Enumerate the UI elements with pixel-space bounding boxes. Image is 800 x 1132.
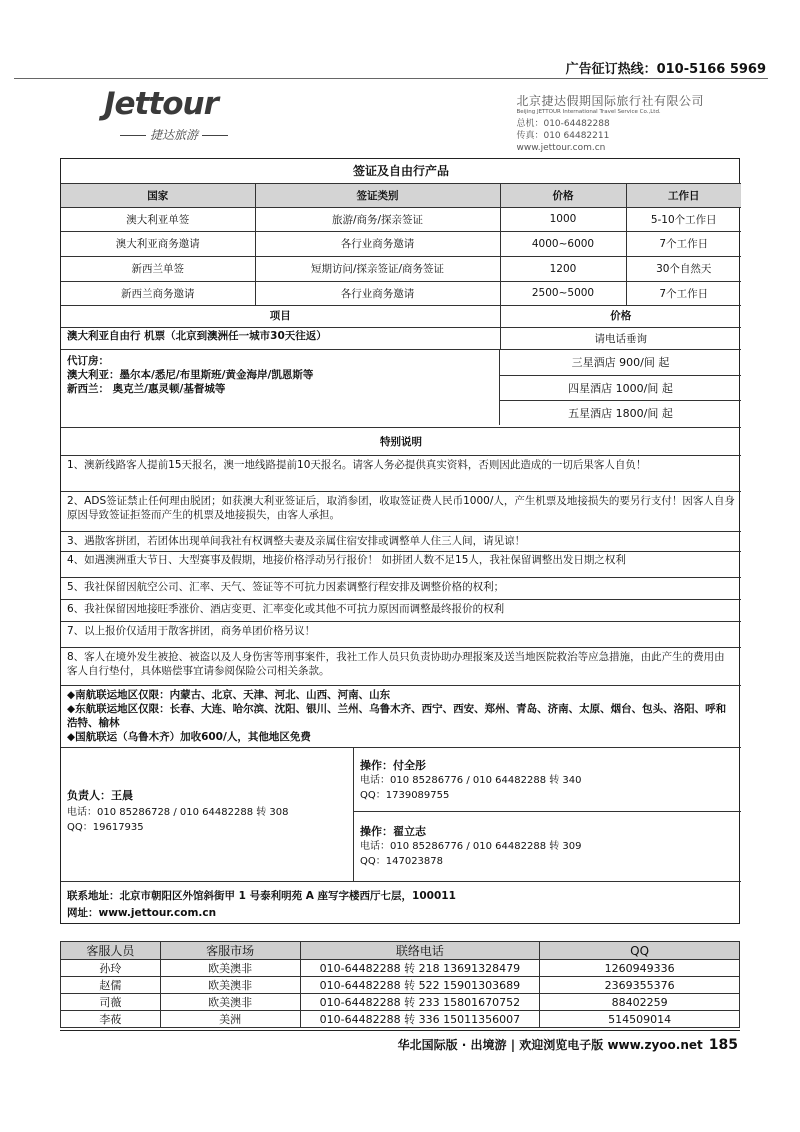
service-header-market: 客服市场 xyxy=(160,942,300,960)
service-cell: 2369355376 xyxy=(540,977,740,994)
visa-cell: 澳大利亚商务邀请 xyxy=(61,231,255,256)
manager-label: 负责人：王晨 xyxy=(67,789,133,802)
address-section xyxy=(61,881,741,925)
visa-header-price: 价格 xyxy=(500,183,626,207)
company-phone: 总机：010-64482288 xyxy=(516,119,610,129)
logo-main-text: Jettour xyxy=(104,86,218,122)
visa-cell: 7个工作日 xyxy=(626,231,741,256)
op2-phone: 电话：010 85286776 / 010 64482288 转 309 xyxy=(360,841,582,852)
service-cell: 欧美澳非 xyxy=(160,960,300,977)
visa-cell: 各行业商务邀请 xyxy=(255,231,500,256)
service-cell: 美洲 xyxy=(160,1011,300,1028)
table-row xyxy=(61,256,741,281)
visa-header-type: 签证类别 xyxy=(255,183,500,207)
contacts-section xyxy=(61,747,741,881)
op1-phone: 电话：010 85286776 / 010 64482288 转 340 xyxy=(360,775,582,786)
company-name-cn: 北京捷达假期国际旅行社有限公司 xyxy=(516,94,704,108)
service-cell: 010-64482288 转 233 15801670752 xyxy=(300,994,540,1011)
service-cell: 514509014 xyxy=(540,1011,740,1028)
footer-divider xyxy=(60,1030,740,1031)
hotel-title: 代订房： xyxy=(67,355,109,367)
manager-phone: 电话：010 85286728 / 010 64482288 转 308 xyxy=(67,807,289,818)
contact-address: 联系地址：北京市朝阳区外馆斜街甲 1 号泰利明苑 A 座写字楼西厅七层，100011 xyxy=(67,890,456,902)
hotel-price-3star: 三星酒店 900/间 起 xyxy=(500,349,741,375)
hotel-price-5star: 五星酒店 1800/间 起 xyxy=(500,400,741,425)
visa-cell: 1000 xyxy=(500,207,626,231)
visa-cell: 30个自然天 xyxy=(626,256,741,281)
service-cell: 010-64482288 转 336 15011356007 xyxy=(300,1011,540,1028)
company-web: www.jettour.com.cn xyxy=(516,143,606,153)
ad-hotline: 广告征订热线：010-5166 5969 xyxy=(565,62,766,77)
airline-notes xyxy=(61,685,741,747)
service-cell: 欧美澳非 xyxy=(160,977,300,994)
visa-cell: 新西兰单签 xyxy=(61,256,255,281)
service-header-staff: 客服人员 xyxy=(61,942,161,960)
contact-website: 网址：www.jettour.com.cn xyxy=(67,907,217,919)
table-row xyxy=(61,977,740,994)
service-cell: 李莜 xyxy=(61,1011,161,1028)
note-item-3: 3、遇散客拼团，若团体出现单间我社有权调整夫妻及亲属住宿安排或调整单人住三人间，请见谅！ xyxy=(61,531,741,551)
free-ticket-price: 请电话垂询 xyxy=(500,327,741,349)
table-row xyxy=(61,1011,740,1028)
op1-label: 操作：付全彤 xyxy=(360,759,426,772)
visa-cell: 新西兰商务邀请 xyxy=(61,281,255,305)
product-frame xyxy=(60,158,740,924)
table-row xyxy=(61,281,741,305)
service-cell: 孙玲 xyxy=(61,960,161,977)
service-cell: 88402259 xyxy=(540,994,740,1011)
op2-qq: QQ：147023878 xyxy=(360,856,444,867)
visa-cell: 短期访问/探亲签证/商务签证 xyxy=(255,256,500,281)
airline-note-3: ◆国航联运（乌鲁木齐）加收600/人，其他地区免费 xyxy=(67,731,311,743)
page-number: 185 xyxy=(708,1037,738,1053)
note-item-5: 5、我社保留因航空公司、汇率、天气、签证等不可抗力因素调整行程安排及调整价格的权利； xyxy=(61,577,741,599)
jettour-logo xyxy=(104,86,244,146)
note-item-2: 2、ADS签证禁止任何理由脱团；如获澳大利亚签证后，取消参团，收取签证费人民币1000/人，产生机票及地接损失的要另行支付！因客人自身原因导致签证拒签而产生的机票及地接损失，由客人承担。 xyxy=(61,491,741,531)
company-fax: 传真：010 64482211 xyxy=(516,131,610,141)
operator-2-block xyxy=(354,812,741,882)
table-row xyxy=(61,960,740,977)
logo-sub-text: 捷达旅游 xyxy=(149,128,198,142)
operator-1-block xyxy=(354,748,741,812)
hotel-prices xyxy=(500,349,741,425)
table-row xyxy=(61,207,741,231)
visa-cell: 各行业商务邀请 xyxy=(255,281,500,305)
visa-cell: 7个工作日 xyxy=(626,281,741,305)
manager-block xyxy=(61,748,354,882)
service-header-qq: QQ xyxy=(540,942,740,960)
service-cell: 欧美澳非 xyxy=(160,994,300,1011)
visa-cell: 澳大利亚单签 xyxy=(61,207,255,231)
airline-note-2: ◆东航联运地区仅限：长春、大连、哈尔滨、沈阳、银川、兰州、乌鲁木齐、西宁、西安、郑州、青岛、济南、太原、烟台、包头、洛阳、呼和浩特、榆林 xyxy=(67,703,727,729)
visa-cell: 旅游/商务/探亲签证 xyxy=(255,207,500,231)
note-item-4: 4、如遇澳洲重大节日、大型赛事及假期，地接价格浮动另行报价！ 如拼团人数不足15人，我社保留调整出发日期之权利 xyxy=(61,551,741,577)
service-cell: 1260949336 xyxy=(540,960,740,977)
visa-cell: 5-10个工作日 xyxy=(626,207,741,231)
visa-cell: 4000~6000 xyxy=(500,231,626,256)
visa-header-country: 国家 xyxy=(61,183,255,207)
company-name-en: Beijing JETTOUR International Travel Service Co.,Ltd. xyxy=(516,109,661,115)
service-table xyxy=(60,941,740,1028)
service-cell: 司薇 xyxy=(61,994,161,1011)
footer-text: 华北国际版 · 出境游 | 欢迎浏览电子版 www.zyoo.net xyxy=(397,1038,703,1052)
company-info xyxy=(516,92,704,154)
note-item-6: 6、我社保留因地接旺季涨价、酒店变更、汇率变化或其他不可抗力原因而调整最终报价的权利 xyxy=(61,599,741,621)
notes-title: 特别说明 xyxy=(61,427,741,455)
logo-sub xyxy=(104,126,244,143)
note-item-8: 8、客人在境外发生被抢、被盗以及人身伤害等刑事案件，我社工作人员只负责协助办理报案及送当地医院救治等应急措施，由此产生的费用由客人自行垫付，具体赔偿事宜请参阅保险公司相关条款。 xyxy=(61,647,741,685)
top-divider xyxy=(14,78,768,79)
manager-qq: QQ：19617935 xyxy=(67,822,144,833)
free-travel-table xyxy=(61,305,741,350)
visa-header-days: 工作日 xyxy=(626,183,741,207)
hotel-info xyxy=(61,349,500,425)
visa-title: 签证及自由行产品 xyxy=(61,159,741,183)
page-footer xyxy=(398,1036,738,1053)
visa-cell: 1200 xyxy=(500,256,626,281)
free-header-price: 价格 xyxy=(500,305,741,327)
hotel-au: 澳大利亚：墨尔本/悉尼/布里斯班/黄金海岸/凯恩斯等 xyxy=(67,369,314,381)
service-cell: 010-64482288 转 218 13691328479 xyxy=(300,960,540,977)
op2-label: 操作：翟立志 xyxy=(360,825,426,838)
table-row xyxy=(61,231,741,256)
airline-note-1: ◆南航联运地区仅限：内蒙古、北京、天津、河北、山西、河南、山东 xyxy=(67,689,391,701)
op1-qq: QQ：1739089755 xyxy=(360,790,450,801)
hotel-nz: 新西兰： 奥克兰/惠灵顿/基督城等 xyxy=(67,383,226,395)
free-header-item: 项目 xyxy=(61,305,500,327)
note-item-1: 1、澳新线路客人提前15天报名，澳一地线路提前10天报名。请客人务必提供真实资料，否则因此造成的一切后果客人自负！ xyxy=(61,455,741,491)
visa-table xyxy=(61,159,741,306)
service-cell: 010-64482288 转 522 15901303689 xyxy=(300,977,540,994)
hotel-price-4star: 四星酒店 1000/间 起 xyxy=(500,375,741,400)
note-item-7: 7、以上报价仅适用于散客拼团，商务单团价格另议！ xyxy=(61,621,741,647)
table-row xyxy=(61,994,740,1011)
service-header-phone: 联络电话 xyxy=(300,942,540,960)
service-cell: 赵儒 xyxy=(61,977,161,994)
free-ticket: 澳大利亚自由行 机票（北京到澳洲任一城市30天往返） xyxy=(61,327,500,349)
visa-cell: 2500~5000 xyxy=(500,281,626,305)
